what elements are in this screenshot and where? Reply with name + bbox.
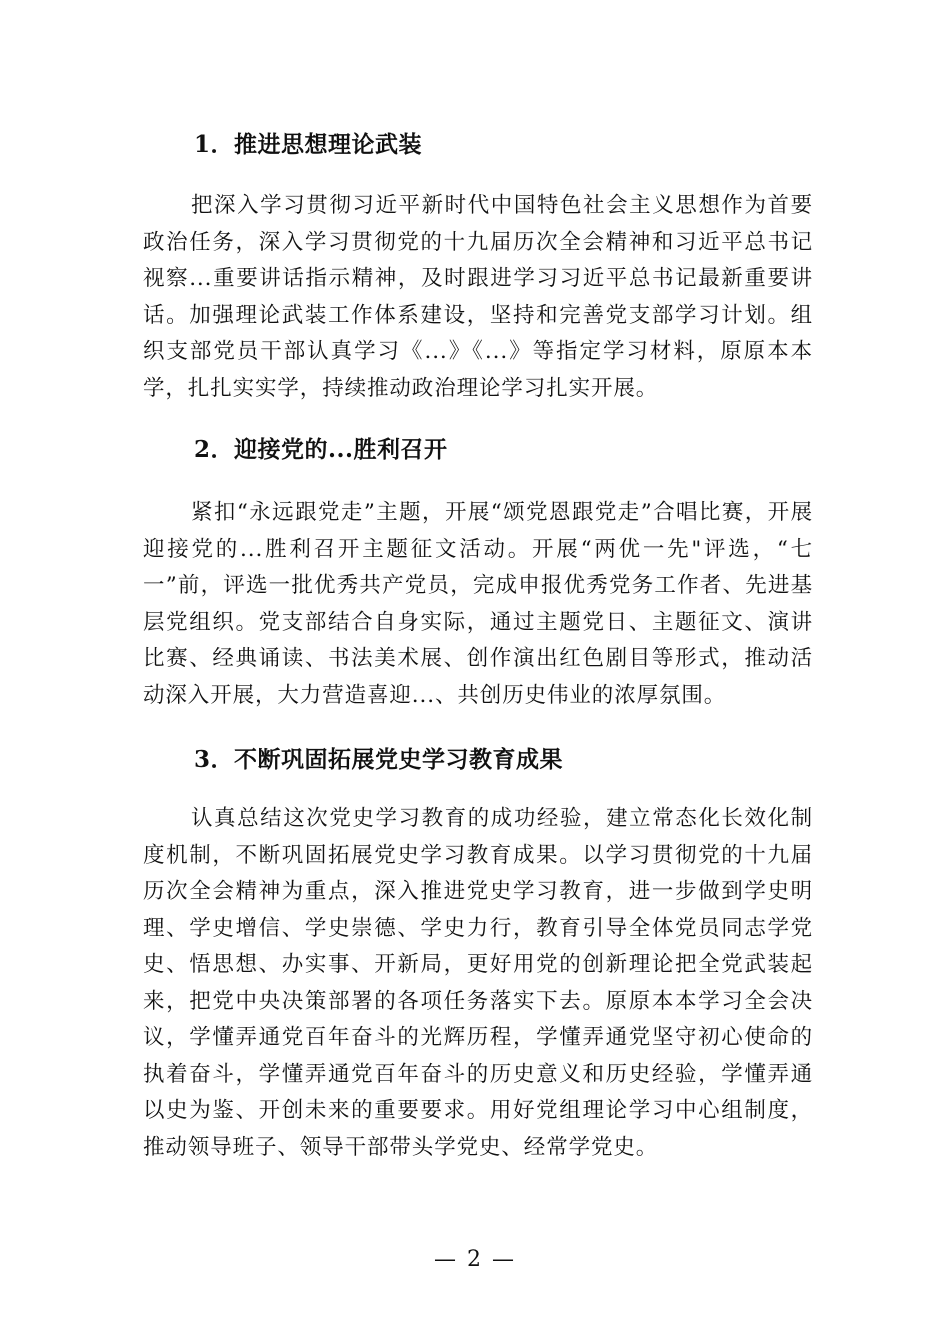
section-paragraph-2: 紧扣“永远跟党走”主题，开展“颂党恩跟党走”合唱比赛，开展迎接党的...胜利召开主题征文活动。开展“两优一先"评选，“七一”前，评选一批优秀共产党员，完成申报优秀党务工作者、先进基层党组织。党支部结合自身实际，通过主题党日、主题征文、演讲比赛、经典诵读、书法美术展、创作演出红色剧目等形式，推动活动深入开展，大力营造喜迎...、共创历史伟业的浓厚氛围。 [143,500,813,708]
section-heading-1: 1．推进思想理论武装 [194,131,423,158]
document-body [143,118,813,1166]
page-number: — 2 — [434,1247,516,1272]
section-heading-3: 3．不断巩固拓展党史学习教育成果 [194,746,564,773]
section-paragraph-3: 认真总结这次党史学习教育的成功经验，建立常态化长效化制度机制，不断巩固拓展党史学习教育成果。以学习贯彻党的十九届历次全会精神为重点，深入推进党史学习教育，进一步做到学史明理、学史增信、学史崇德、学史力行，教育引导全体党员同志学党史、悟思想、办实事、开新局，更好用党的创新理论把全党武装起来，把党中央决策部署的各项任务落实下去。原原本本学习全会决议，学懂弄通党百年奋斗的光辉历程，学懂弄通党坚守初心使命的执着奋斗，学懂弄通党百年奋斗的历史意义和历史经验，学懂弄通以史为鉴、开创未来的重要要求。用好党组理论学习中心组制度，推动领导班子、领导干部带头学党史、经常学党史。 [143,806,813,1160]
section-paragraph-1: 把深入学习贯彻习近平新时代中国特色社会主义思想作为首要政治任务，深入学习贯彻党的十九届历次全会精神和习近平总书记视察...重要讲话指示精神，及时跟进学习习近平总书记最新重要讲话。加强理论武装工作体系建设，坚持和完善党支部学习计划。组织支部党员干部认真学习《...》《...》等指定学习材料，原原本本学，扎扎实实学，持续推动政治理论学习扎实开展。 [143,193,813,401]
section-heading-2: 2．迎接党的...胜利召开 [194,436,448,463]
